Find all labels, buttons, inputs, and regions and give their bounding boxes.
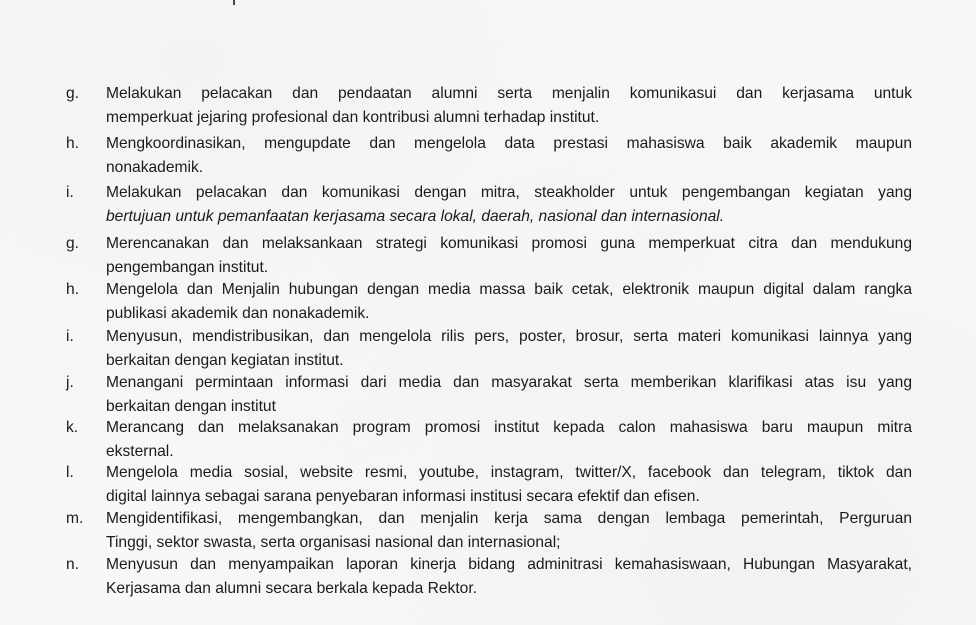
list-item-text bbox=[106, 507, 912, 554]
list-marker: n. bbox=[66, 556, 80, 573]
text-line: Menyusun, mendistribusikan, dan mengelola rilis pers, poster, brosur, serta materi komunikasi lainnya yang bbox=[106, 328, 912, 345]
text-line: Merencanakan dan melaksankaan strategi komunikasi promosi guna memperkuat citra dan mendukung bbox=[106, 235, 912, 252]
text-line: Melakukan pelacakan dan pendaatan alumni serta menjalin komunikasui dan kerjasama untuk bbox=[106, 85, 912, 102]
text-line: Kerjasama dan alumni secara berkala kepada Rektor. bbox=[106, 579, 477, 597]
text-line: Merancang dan melaksanakan program promosi institut kepada calon mahasiswa baru maupun mitra bbox=[106, 419, 912, 436]
list-item-text bbox=[106, 132, 912, 179]
list-item-text bbox=[106, 553, 912, 600]
list-marker: h. bbox=[66, 135, 80, 152]
list-marker: g. bbox=[66, 85, 80, 102]
text-line: memperkuat jejaring profesional dan kontribusi alumni terhadap institut. bbox=[106, 108, 600, 126]
text-line: digital lainnya sebagai sarana penyebaran informasi institusi secara efektif dan efisen. bbox=[106, 487, 700, 505]
list-item-text bbox=[106, 181, 912, 228]
text-line: bertujuan untuk pemanfaatan kerjasama secara lokal, daerah, nasional dan internasional. bbox=[106, 207, 725, 225]
list-marker: l. bbox=[66, 464, 74, 481]
list-item-text bbox=[106, 278, 912, 325]
text-line: publikasi akademik dan nonakademik. bbox=[106, 304, 370, 322]
list-marker: j. bbox=[66, 374, 74, 391]
text-line: berkaitan dengan institut bbox=[106, 397, 276, 415]
text-line: Mengelola media sosial, website resmi, youtube, instagram, twitter/X, facebook dan telegram, tiktok dan bbox=[106, 464, 912, 481]
list-item-text bbox=[106, 232, 912, 279]
text-line: nonakademik. bbox=[106, 158, 204, 176]
text-line: Menangani permintaan informasi dari media dan masyarakat serta memberikan klarifikasi atas isu yang bbox=[106, 374, 912, 391]
list-marker: m. bbox=[66, 510, 84, 527]
text-line: Mengidentifikasi, mengembangkan, dan menjalin kerja sama dengan lembaga pemerintah, Perguruan bbox=[106, 510, 912, 527]
scan-mark bbox=[233, 0, 235, 5]
list-item-text bbox=[106, 461, 912, 508]
list-marker: i. bbox=[66, 328, 74, 345]
text-line: berkaitan dengan kegiatan institut. bbox=[106, 351, 344, 369]
text-line: Mengelola dan Menjalin hubungan dengan media massa baik cetak, elektronik maupun digital dalam rangka bbox=[106, 281, 912, 298]
text-line: Melakukan pelacakan dan komunikasi dengan mitra, steakholder untuk pengembangan kegiatan yang bbox=[106, 184, 912, 201]
list-item-text bbox=[106, 416, 912, 463]
text-line: Menyusun dan menyampaikan laporan kinerja bidang adminitrasi kemahasiswaan, Hubungan Masyarakat, bbox=[106, 556, 912, 573]
list-marker: k. bbox=[66, 419, 79, 436]
text-line: Mengkoordinasikan, mengupdate dan mengelola data prestasi mahasiswa baik akademik maupun bbox=[106, 135, 912, 152]
list-item-text bbox=[106, 371, 912, 418]
list-marker: g. bbox=[66, 235, 80, 252]
list-marker: i. bbox=[66, 184, 74, 201]
text-line: Tinggi, sektor swasta, serta organisasi nasional dan internasional; bbox=[106, 533, 561, 551]
list-marker: h. bbox=[66, 281, 80, 298]
text-line: eksternal. bbox=[106, 442, 174, 460]
text-line: pengembangan institut. bbox=[106, 258, 269, 276]
list-item-text bbox=[106, 82, 912, 129]
list-item-text bbox=[106, 325, 912, 372]
